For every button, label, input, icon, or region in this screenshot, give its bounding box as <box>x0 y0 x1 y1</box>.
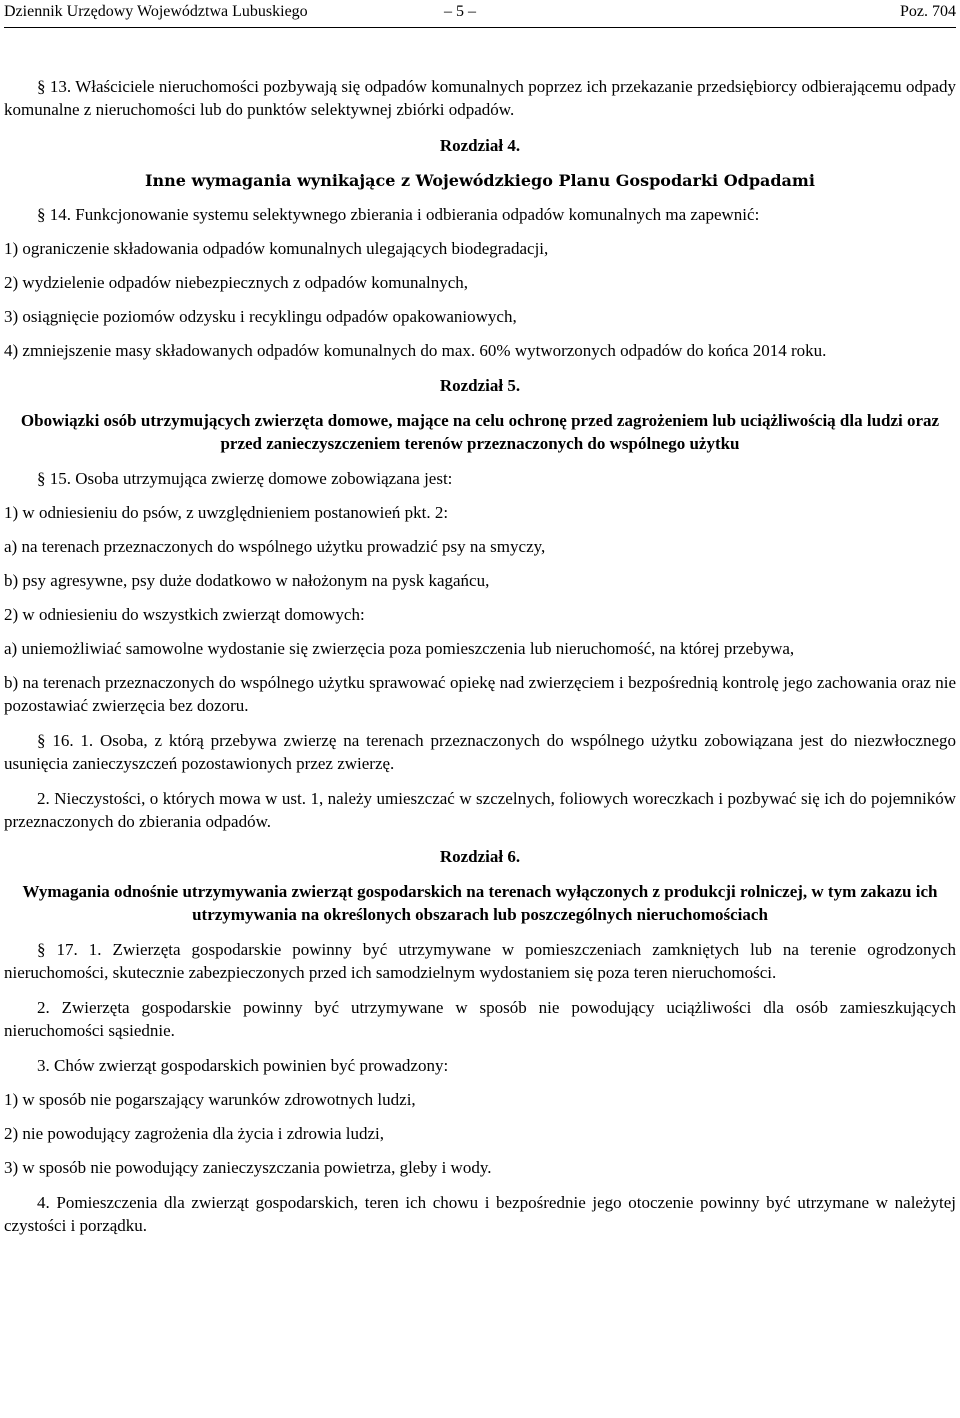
chapter-6-heading: Wymagania odnośnie utrzymywania zwierząt gospodarskich na terenach wyłączonych z produkcji rolniczej, w tym zakazu ich utrzymywania na określonych obszarach lub poszczególnych nieruchomościach <box>22 882 938 924</box>
paragraph-17-4: 4. Pomieszczenia dla zwierząt gospodarskich, teren ich chowu i bezpośrednie jego otoczenie powinny być utrzymane w należytej czystości i porządku. <box>4 1193 956 1235</box>
paragraph-14: § 14. Funkcjonowanie systemu selektywnego zbierania i odbierania odpadów komunalnych ma zapewnić: <box>37 205 760 224</box>
paragraph-15: § 15. Osoba utrzymująca zwierzę domowe zobowiązana jest: <box>37 469 453 488</box>
paragraph-17-3-item-1: 1) w sposób nie pogarszający warunków zdrowotnych ludzi, <box>4 1090 416 1109</box>
paragraph-13: § 13. Właściciele nieruchomości pozbywają się odpadów komunalnych poprzez ich przekazanie przedsiębiorcy odbierającemu odpady komunalne z nieruchomości lub do punktów selektywnej zbiórki odpadów. <box>4 77 956 119</box>
paragraph-14-item-2: 2) wydzielenie odpadów niebezpiecznych z odpadów komunalnych, <box>4 273 469 292</box>
page-number: – 5 – <box>444 3 476 20</box>
paragraph-17-3-item-3: 3) w sposób nie powodujący zanieczyszczania powietrza, gleby i wody. <box>4 1158 492 1177</box>
document-body <box>4 28 956 1237</box>
chapter-6-title: Rozdział 6. <box>439 847 521 866</box>
paragraph-15-item-1: 1) w odniesieniu do psów, z uwzględnieniem postanowień pkt. 2: <box>4 503 449 522</box>
paragraph-15-item-1b: b) psy agresywne, psy duże dodatkowo w nałożonym na pysk kagańcu, <box>4 571 490 590</box>
paragraph-17-1: § 17. 1. Zwierzęta gospodarskie powinny być utrzymywane w pomieszczeniach zamkniętych lub na terenie ogrodzonych nieruchomości, skutecznie zabezpieczonych przed ich samodzielnym wydostaniem się poza teren nieruchomości. <box>4 940 956 982</box>
paragraph-15-item-2: 2) w odniesieniu do wszystkich zwierząt domowych: <box>4 605 365 624</box>
chapter-5-heading: Obowiązki osób utrzymujących zwierzęta domowe, mające na celu ochronę przed zagrożeniem lub uciążliwością dla ludzi oraz przed zanieczyszczeniem terenów przeznaczonych do wspólnego użytku <box>20 411 940 453</box>
position-number: Poz. 704 <box>900 3 956 20</box>
paragraph-15-item-2a: a) uniemożliwiać samowolne wydostanie się zwierzęcia poza pomieszczenia lub nieruchomość, na której przebywa, <box>4 639 795 658</box>
paragraph-16-2: 2. Nieczystości, o których mowa w ust. 1, należy umieszczać w szczelnych, foliowych woreczkach i pozbywać się ich do pojemników przeznaczonych do zbierania odpadów. <box>4 789 956 831</box>
chapter-5-title: Rozdział 5. <box>439 376 521 395</box>
page-header <box>4 0 956 28</box>
paragraph-17-3-item-2: 2) nie powodujący zagrożenia dla życia i zdrowia ludzi, <box>4 1124 384 1143</box>
paragraph-14-item-4: 4) zmniejszenie masy składowanych odpadów komunalnych do max. 60% wytworzonych odpadów do końca 2014 roku. <box>4 341 827 360</box>
paragraph-14-item-3: 3) osiągnięcie poziomów odzysku i recyklingu odpadów opakowaniowych, <box>4 307 517 326</box>
paragraph-15-item-1a: a) na terenach przeznaczonych do wspólnego użytku prowadzić psy na smyczy, <box>4 537 546 556</box>
paragraph-17-2: 2. Zwierzęta gospodarskie powinny być utrzymywane w sposób nie powodujący uciążliwości dla osób zamieszkujących nieruchomości sąsiednie. <box>4 998 956 1040</box>
paragraph-15-item-2b: b) na terenach przeznaczonych do wspólnego użytku sprawować opiekę nad zwierzęciem i bezpośrednią kontrolę jego zachowania oraz nie pozostawiać zwierzęcia bez dozoru. <box>4 673 956 715</box>
paragraph-14-item-1: 1) ograniczenie składowania odpadów komunalnych ulegających biodegradacji, <box>4 239 549 258</box>
journal-title: Dziennik Urzędowy Województwa Lubuskiego <box>4 3 308 20</box>
paragraph-16-1: § 16. 1. Osoba, z którą przebywa zwierzę na terenach przeznaczonych do wspólnego użytku zobowiązana jest do niezwłocznego usunięcia zanieczyszczeń pozostawionych przez zwierzę. <box>4 731 956 773</box>
chapter-4-heading: Inne wymagania wynikające z Wojewódzkiego Planu Gospodarki Odpadami <box>145 171 815 190</box>
chapter-4-title: Rozdział 4. <box>439 136 521 155</box>
paragraph-17-3: 3. Chów zwierząt gospodarskich powinien być prowadzony: <box>37 1056 449 1075</box>
